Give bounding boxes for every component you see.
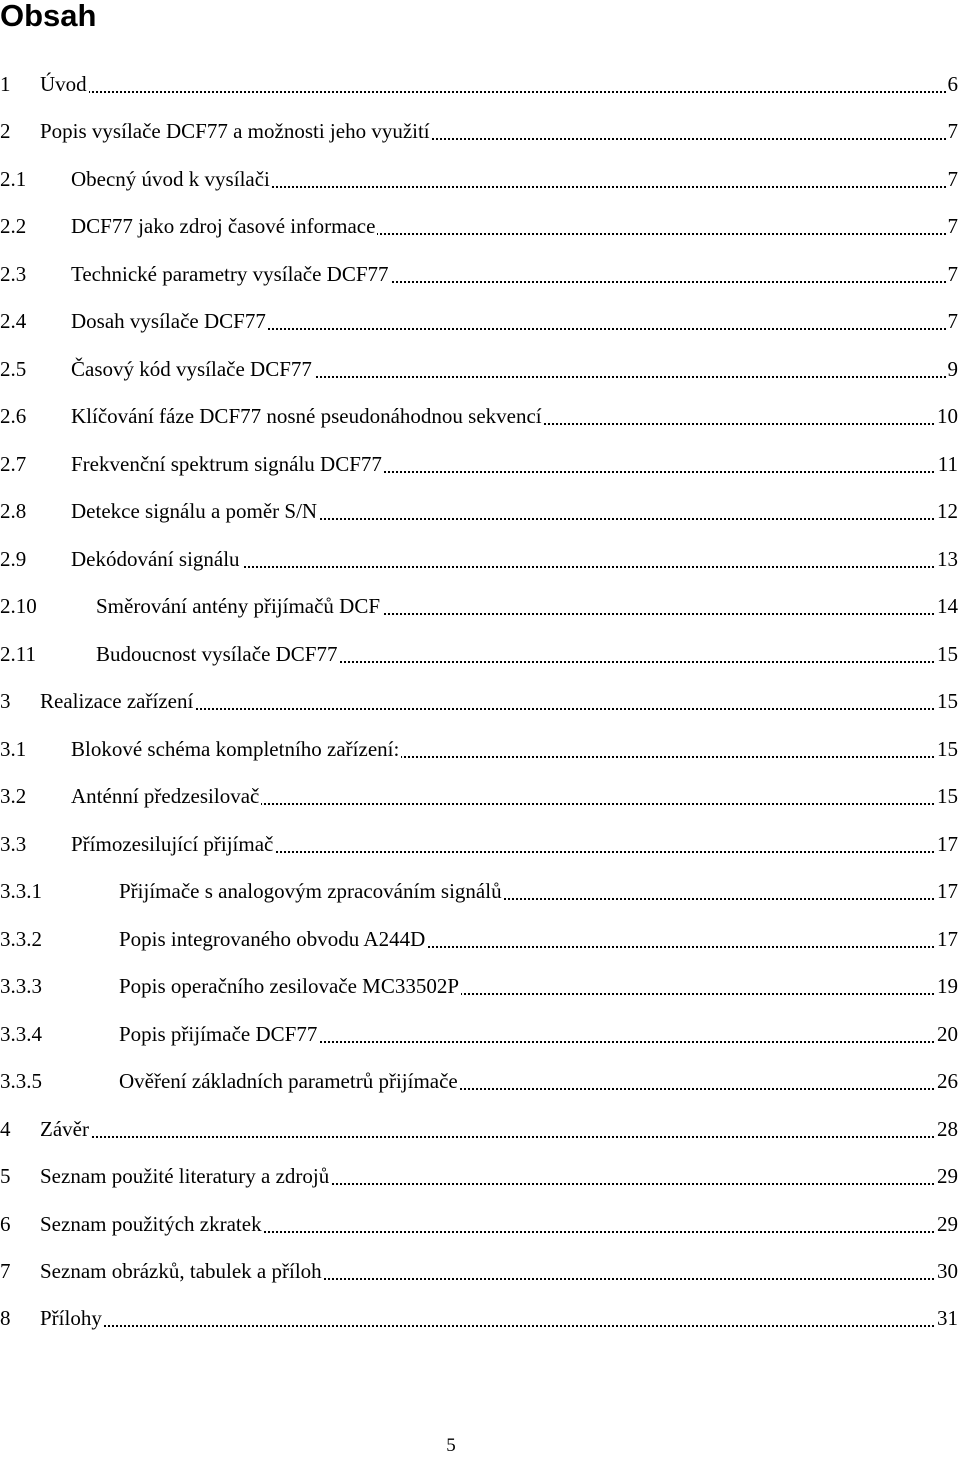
toc-entry-number: 3.3.4 — [0, 1022, 42, 1046]
toc-entry-number: 2.6 — [0, 404, 27, 428]
toc-entry-label: Klíčování fáze DCF77 nosné pseudonáhodnou sekvencí — [71, 401, 544, 431]
toc-entry-page: 15 — [935, 734, 958, 764]
toc-entry-number: 3.3.2 — [0, 927, 42, 951]
toc-entry-number: 2.11 — [0, 642, 36, 666]
toc-entry-number: 3.3.5 — [0, 1069, 42, 1093]
toc-entry-number: 3.2 — [0, 784, 27, 808]
toc-entry[interactable] — [0, 876, 958, 906]
toc-entry-label: Budoucnost vysílače DCF77 — [96, 639, 340, 669]
toc-entry-number: 3.3.1 — [0, 879, 42, 903]
toc-entry[interactable] — [0, 306, 958, 336]
toc-entry-label: Směrování antény přijímačů DCF — [96, 591, 382, 621]
toc-entry-page: 7 — [946, 211, 959, 241]
toc-entry-label: Detekce signálu a poměr S/N — [71, 496, 319, 526]
toc-entry-page: 17 — [935, 829, 958, 859]
toc-entry-label: Seznam obrázků, tabulek a příloh — [40, 1256, 324, 1286]
toc-entry-page: 15 — [935, 686, 958, 716]
toc-entry[interactable] — [0, 211, 958, 241]
toc-entry[interactable] — [0, 116, 958, 146]
toc-entry[interactable] — [0, 686, 958, 716]
toc-entry[interactable] — [0, 591, 958, 621]
toc-entry[interactable] — [0, 1161, 958, 1191]
toc-entry-page: 7 — [946, 116, 959, 146]
toc-entry-page: 10 — [935, 401, 958, 431]
page-number: 5 — [446, 1435, 456, 1456]
toc-entry-label: Realizace zařízení — [40, 686, 195, 716]
toc-entry-page: 7 — [946, 306, 959, 336]
toc-entry-number: 2.9 — [0, 547, 27, 571]
toc-entry[interactable] — [0, 1114, 958, 1144]
toc-entry-label: Popis vysílače DCF77 a možnosti jeho využití — [40, 116, 432, 146]
toc-entry-page: 6 — [946, 69, 959, 99]
toc-entry-number: 8 — [0, 1306, 11, 1330]
toc-entry-page: 14 — [935, 591, 958, 621]
toc-entry-label: Závěr — [40, 1114, 91, 1144]
toc-entry-label: Popis přijímače DCF77 — [119, 1019, 319, 1049]
toc-entry-number: 2.4 — [0, 309, 27, 333]
toc-entry-page: 11 — [936, 449, 958, 479]
toc-entry-label: Ověření základních parametrů přijímače — [119, 1066, 460, 1096]
toc-entry-number: 2.5 — [0, 357, 27, 381]
toc-entry-label: Dosah vysílače DCF77 — [71, 306, 268, 336]
toc-entry[interactable] — [0, 924, 958, 954]
toc-entry-number: 3.3 — [0, 832, 27, 856]
toc-entry-page: 29 — [935, 1209, 958, 1239]
toc-entry[interactable] — [0, 829, 958, 859]
toc-entry[interactable] — [0, 734, 958, 764]
toc-entry[interactable] — [0, 164, 958, 194]
toc-entry[interactable] — [0, 1303, 958, 1333]
toc-entry-page: 29 — [935, 1161, 958, 1191]
toc-entry-page: 13 — [935, 544, 958, 574]
toc-entry-label: Technické parametry vysílače DCF77 — [71, 259, 391, 289]
toc-entry[interactable] — [0, 354, 958, 384]
toc-entry-number: 3.1 — [0, 737, 27, 761]
toc-entry-label: Přímozesilující přijímač — [71, 829, 275, 859]
toc-entry-page: 28 — [935, 1114, 958, 1144]
toc-entry-label: Seznam použitých zkratek — [40, 1209, 264, 1239]
toc-entry-page: 17 — [935, 924, 958, 954]
toc-entry-label: Popis operačního zesilovače MC33502P — [119, 971, 461, 1001]
toc-entry[interactable] — [0, 971, 958, 1001]
toc-entry[interactable] — [0, 449, 958, 479]
page-title: Obsah — [0, 0, 97, 33]
toc-entry-label: Úvod — [40, 69, 89, 99]
dot-leader — [40, 1325, 954, 1327]
dot-leader — [40, 91, 954, 93]
toc-entry-number: 2.8 — [0, 499, 27, 523]
toc-entry-page: 31 — [935, 1303, 958, 1333]
toc-entry-page: 17 — [935, 876, 958, 906]
toc-entry[interactable] — [0, 544, 958, 574]
toc-entry[interactable] — [0, 1256, 958, 1286]
toc-entry-number: 2.3 — [0, 262, 27, 286]
toc-entry-page: 20 — [935, 1019, 958, 1049]
toc-entry-label: Frekvenční spektrum signálu DCF77 — [71, 449, 384, 479]
toc-entry-label: Seznam použité literatury a zdrojů — [40, 1161, 331, 1191]
toc-entry-label: Anténní předzesilovač — [71, 781, 261, 811]
toc-entry-label: Blokové schéma kompletního zařízení: — [71, 734, 401, 764]
toc-entry-number: 6 — [0, 1212, 11, 1236]
toc-entry-number: 5 — [0, 1164, 11, 1188]
toc-entry-number: 1 — [0, 72, 11, 96]
toc-entry-number: 2.2 — [0, 214, 27, 238]
toc-entry-label: Časový kód vysílače DCF77 — [71, 354, 314, 384]
toc-entry-label: Přijímače s analogovým zpracováním signálů — [119, 876, 504, 906]
toc-entry[interactable] — [0, 1066, 958, 1096]
dot-leader — [40, 1136, 954, 1138]
toc-entry-number: 3.3.3 — [0, 974, 42, 998]
toc-entry-number: 2.7 — [0, 452, 27, 476]
toc-entry[interactable] — [0, 259, 958, 289]
toc-entry-label: DCF77 jako zdroj časové informace — [71, 211, 377, 241]
toc-entry[interactable] — [0, 1019, 958, 1049]
toc-entry[interactable] — [0, 401, 958, 431]
toc-entry-number: 2 — [0, 119, 11, 143]
toc-entry-page: 12 — [935, 496, 958, 526]
toc-entry-page: 7 — [946, 164, 959, 194]
toc-entry-number: 2.1 — [0, 167, 27, 191]
toc-entry-page: 9 — [946, 354, 959, 384]
toc-entry-label: Přílohy — [40, 1303, 104, 1333]
toc-entry-label: Obecný úvod k vysílači — [71, 164, 272, 194]
toc-entry[interactable] — [0, 781, 958, 811]
toc-entry-page: 15 — [935, 639, 958, 669]
toc-entry[interactable] — [0, 496, 958, 526]
toc-entry[interactable] — [0, 1209, 958, 1239]
toc-entry-page: 26 — [935, 1066, 958, 1096]
toc-entry-page: 19 — [935, 971, 958, 1001]
toc-entry[interactable] — [0, 639, 958, 669]
toc-entry-page: 30 — [935, 1256, 958, 1286]
toc-entry-number: 2.10 — [0, 594, 37, 618]
toc-entry[interactable] — [0, 69, 958, 99]
toc-entry-number: 7 — [0, 1259, 11, 1283]
toc-entry-number: 3 — [0, 689, 11, 713]
toc-entry-label: Dekódování signálu — [71, 544, 242, 574]
toc-entry-number: 4 — [0, 1117, 11, 1141]
toc-entry-page: 15 — [935, 781, 958, 811]
toc-entry-page: 7 — [946, 259, 959, 289]
toc-entry-label: Popis integrovaného obvodu A244D — [119, 924, 427, 954]
